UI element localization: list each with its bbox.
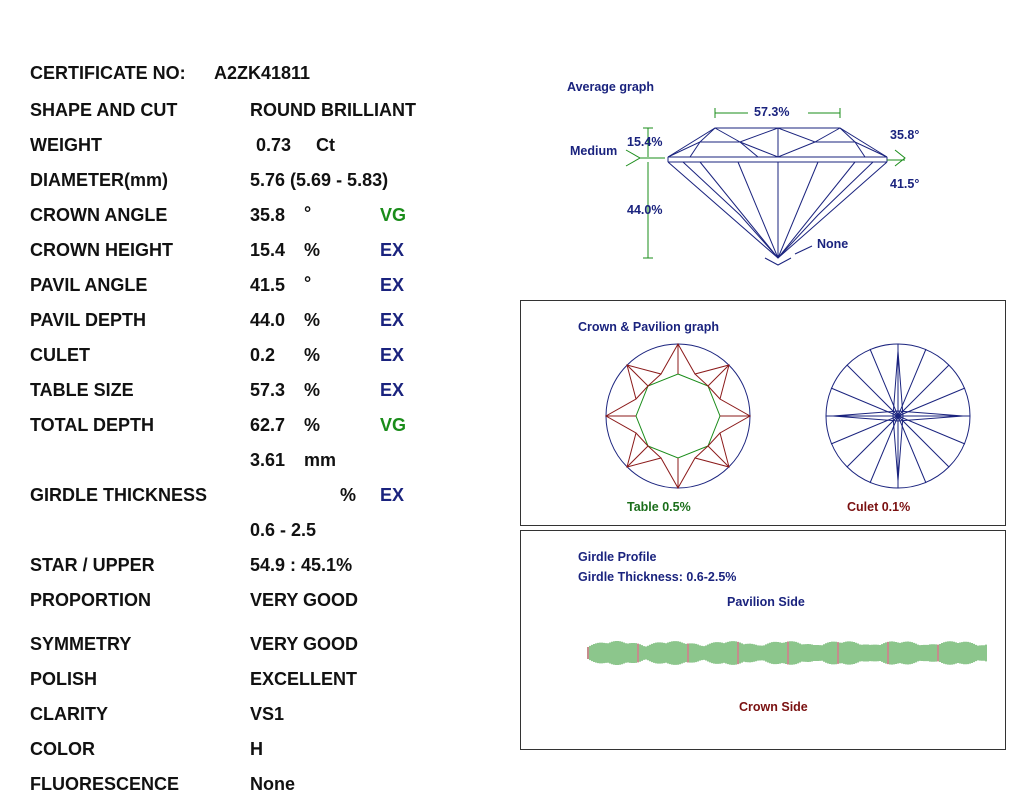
row-value-polish: EXCELLENT xyxy=(250,669,358,689)
girdle-label: Medium xyxy=(570,144,618,158)
row-unit-weight: Ct xyxy=(316,135,335,155)
row-label-culet: CULET xyxy=(30,345,90,365)
culet-caption: Culet 0.1% xyxy=(847,500,911,514)
row-label-weight: WEIGHT xyxy=(30,135,102,155)
row-label-star-upper: STAR / UPPER xyxy=(30,555,155,575)
crown-angle-label: 35.8° xyxy=(890,128,920,142)
row-unit-pavil-angle: ° xyxy=(304,273,312,293)
average-graph-title: Average graph xyxy=(567,80,655,94)
row-grade-total-depth: VG xyxy=(380,415,407,435)
certificate-number: A2ZK41811 xyxy=(214,63,311,83)
row-label-girdle-thickness: GIRDLE THICKNESS xyxy=(30,485,208,505)
row-grade-girdle-thickness: EX xyxy=(380,485,405,505)
row-grade-pavil-angle: EX xyxy=(380,275,405,295)
girdle-thickness-text: Girdle Thickness: 0.6-2.5% xyxy=(578,570,737,584)
row-label-total-depth: TOTAL DEPTH xyxy=(30,415,155,435)
girdle-profile-strip xyxy=(587,641,989,665)
row-value-pavil-depth: 44.0 xyxy=(250,310,286,330)
crown-pavilion-box xyxy=(520,300,1006,526)
row-unit-crown-angle: ° xyxy=(304,203,312,223)
row-grade-table-size: EX xyxy=(380,380,405,400)
row-grade-pavil-depth: EX xyxy=(380,310,405,330)
row-value-total-depth-mm: 3.61 xyxy=(250,450,286,470)
pavilion-depth-label: 44.0% xyxy=(627,203,663,217)
certificate-label: CERTIFICATE NO: xyxy=(30,63,186,83)
row-value-crown-height: 15.4 xyxy=(250,240,286,260)
row-label-proportion: PROPORTION xyxy=(30,590,152,610)
row-unit-culet: % xyxy=(304,345,321,365)
crown-side-label: Crown Side xyxy=(739,700,808,714)
girdle-profile-title: Girdle Profile xyxy=(578,550,657,564)
pavilion-view-diagram xyxy=(823,341,973,491)
culet-label: None xyxy=(817,237,849,251)
row-grade-crown-height: EX xyxy=(380,240,405,260)
row-value-symmetry: VERY GOOD xyxy=(250,634,359,654)
row-label-table-size: TABLE SIZE xyxy=(30,380,134,400)
row-label-color: COLOR xyxy=(30,739,95,759)
row-value-crown-angle: 35.8 xyxy=(250,205,286,225)
table-caption: Table 0.5% xyxy=(627,500,691,514)
row-value-proportion: VERY GOOD xyxy=(250,590,359,610)
crown-height-label: 15.4% xyxy=(627,135,663,149)
row-label-crown-height: CROWN HEIGHT xyxy=(30,240,173,260)
crown-pavilion-title: Crown & Pavilion graph xyxy=(578,320,719,334)
row-grade-culet: EX xyxy=(380,345,405,365)
row-label-shape: SHAPE AND CUT xyxy=(30,100,178,120)
row-value-total-depth: 62.7 xyxy=(250,415,286,435)
pavilion-side-label: Pavilion Side xyxy=(727,595,805,609)
pavilion-angle-label: 41.5° xyxy=(890,177,920,191)
row-label-pavil-depth: PAVIL DEPTH xyxy=(30,310,147,330)
crown-view-diagram xyxy=(603,341,753,491)
row-label-clarity: CLARITY xyxy=(30,704,108,724)
row-value-fluorescence: None xyxy=(250,774,295,794)
row-unit-girdle-thickness: % xyxy=(340,485,357,505)
row-unit-crown-height: % xyxy=(304,240,321,260)
row-label-diameter: DIAMETER(mm) xyxy=(30,170,168,190)
row-label-crown-angle: CROWN ANGLE xyxy=(30,205,168,225)
row-value-color: H xyxy=(250,739,263,759)
row-unit-total-depth: % xyxy=(304,415,321,435)
row-grade-crown-angle: VG xyxy=(380,205,407,225)
row-value-clarity: VS1 xyxy=(250,704,285,724)
table-percent-label: 57.3% xyxy=(754,105,790,119)
row-unit-pavil-depth: % xyxy=(304,310,321,330)
row-unit-total-depth-mm: mm xyxy=(304,450,337,470)
row-unit-table-size: % xyxy=(304,380,321,400)
diamond-profile-diagram xyxy=(560,100,940,270)
row-value-pavil-angle: 41.5 xyxy=(250,275,286,295)
row-label-polish: POLISH xyxy=(30,669,98,689)
row-label-pavil-angle: PAVIL ANGLE xyxy=(30,275,148,295)
row-value-weight: 0.73 xyxy=(256,135,292,155)
girdle-profile-box xyxy=(520,530,1006,750)
row-label-symmetry: SYMMETRY xyxy=(30,634,132,654)
row-value-girdle-range: 0.6 - 2.5 xyxy=(250,520,317,540)
row-value-culet: 0.2 xyxy=(250,345,276,365)
row-value-star-upper: 54.9 : 45.1% xyxy=(250,555,353,575)
row-value-shape: ROUND BRILLIANT xyxy=(250,100,416,120)
row-value-diameter: 5.76 (5.69 - 5.83) xyxy=(250,170,389,190)
row-value-table-size: 57.3 xyxy=(250,380,286,400)
row-label-fluorescence: FLUORESCENCE xyxy=(30,774,180,794)
